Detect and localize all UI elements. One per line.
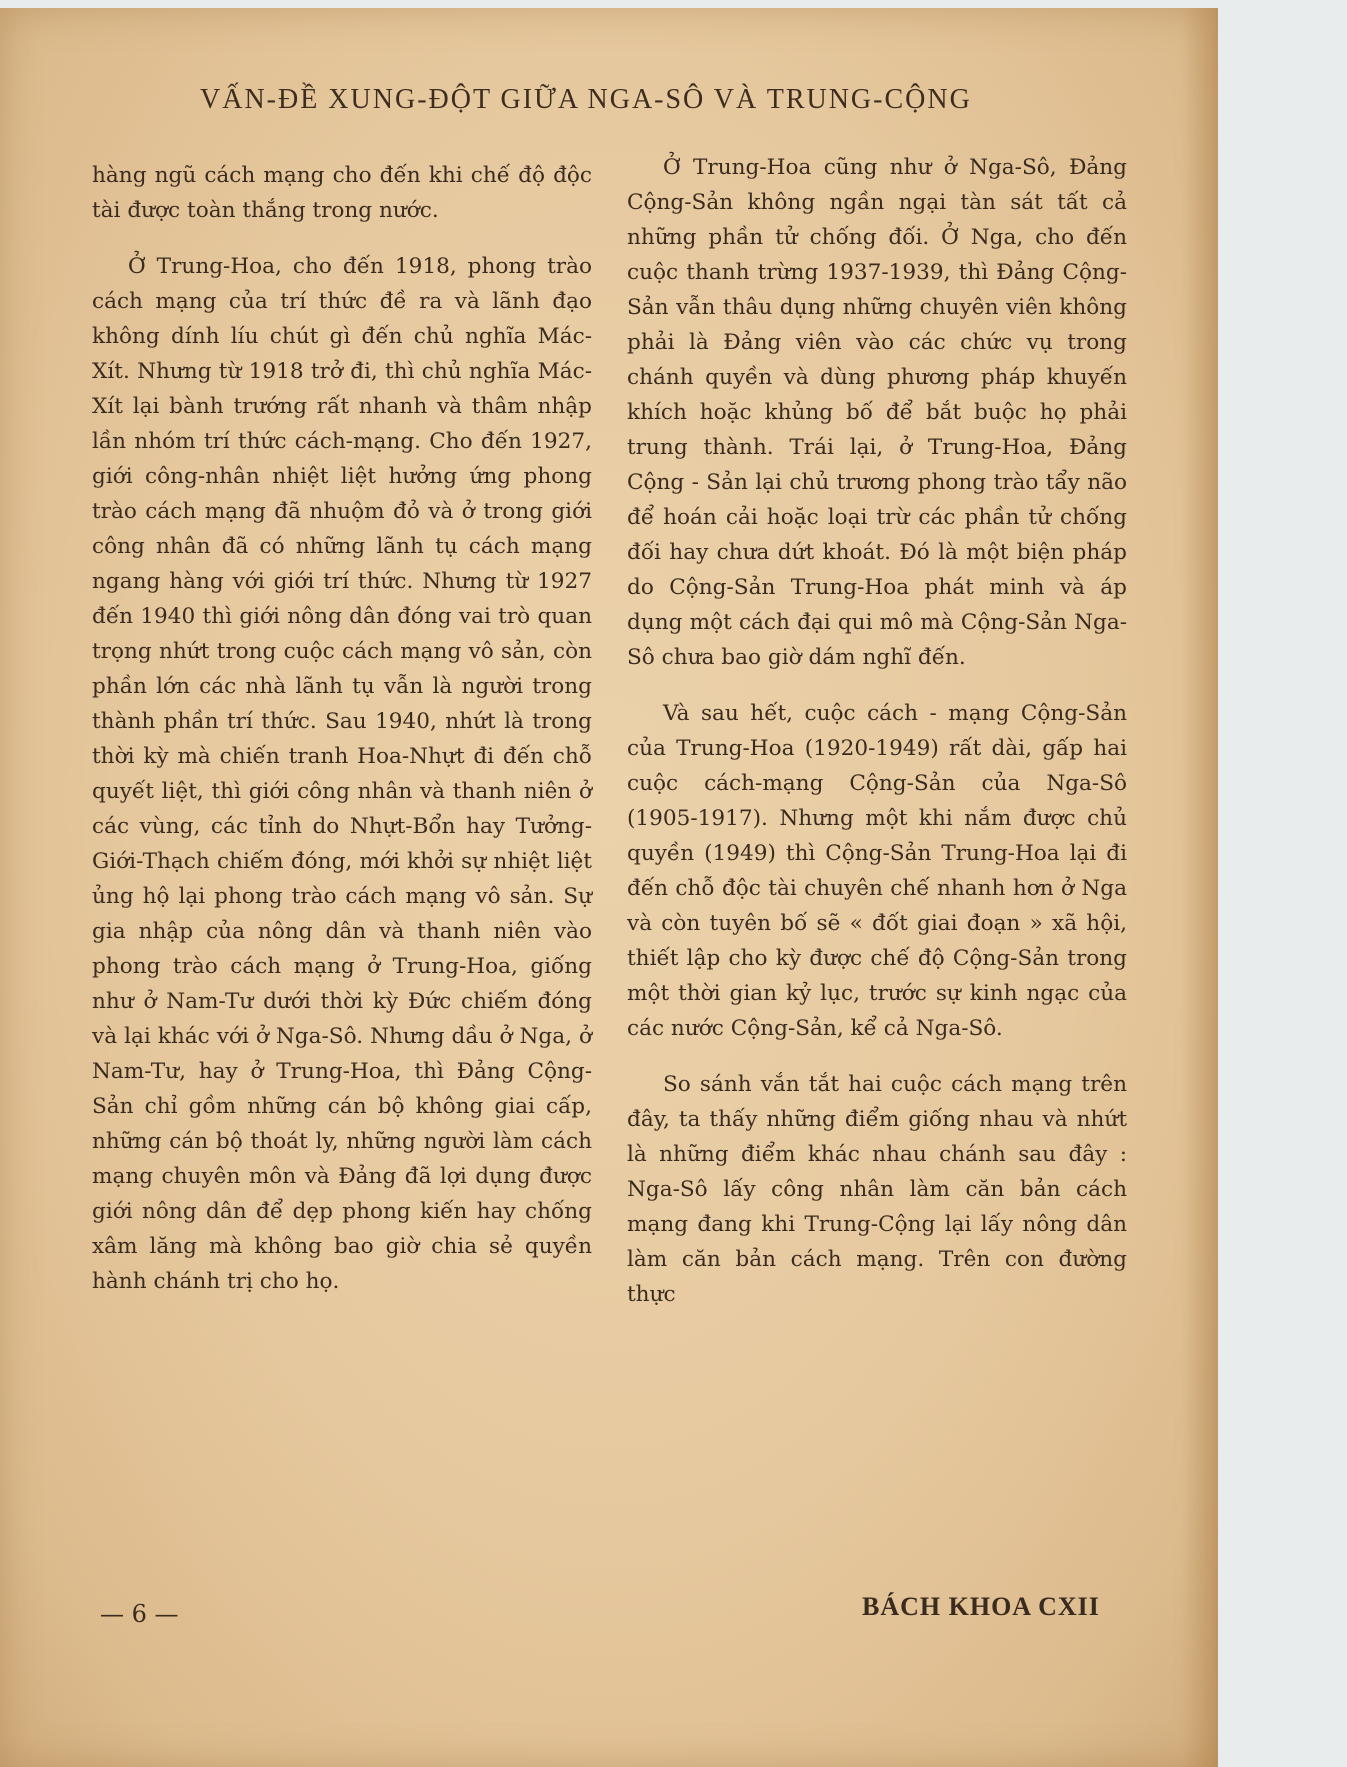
- paragraph: Ở Trung-Hoa cũng như ở Nga-Sô, Đảng Cộng-Sản không ngần ngại tàn sát tất cả những phần tử chống đối. Ở Nga, cho đến cuộc thanh trừng 1937-1939, thì Đảng Cộng-Sản vẫn thâu dụng những chuyên viên không phải là Đảng viên vào các chức vụ trong chánh quyền và dùng phương pháp khuyến khích hoặc khủng bố để bắt buộc họ phải trung thành. Trái lại, ở Trung-Hoa, Đảng Cộng - Sản lại chủ trương phong trào tẩy não để hoán cải hoặc loại trừ các phần tử chống đối hay chưa dứt khoát. Đó là một biện pháp do Cộng-Sản Trung-Hoa phát minh và áp dụng một cách đại qui mô mà Cộng-Sản Nga-Sô chưa bao giờ dám nghĩ đến.: [627, 155, 1127, 670]
- paragraph: Và sau hết, cuộc cách - mạng Cộng-Sản của Trung-Hoa (1920-1949) rất dài, gấp hai cuộc cách-mạng Cộng-Sản của Nga-Sô (1905-1917). Nhưng một khi nắm được chủ quyền (1949) thì Cộng-Sản Trung-Hoa lại đi đến chỗ độc tài chuyên chế nhanh hơn ở Nga và còn tuyên bố sẽ « đốt giai đoạn » xã hội, thiết lập cho kỳ được chế độ Cộng-Sản trong một thời gian kỷ lục, trước sự kinh ngạc của các nước Cộng-Sản, kể cả Nga-Sô.: [627, 701, 1127, 1041]
- magazine-page: [0, 8, 1218, 1767]
- journal-footer: BÁCH KHOA CXII: [862, 1592, 1100, 1621]
- paragraph: Ở Trung-Hoa, cho đến 1918, phong trào cách mạng của trí thức đề ra và lãnh đạo không dính líu chút gì đến chủ nghĩa Mác-Xít. Nhưng từ 1918 trở đi, thì chủ nghĩa Mác-Xít lại bành trướng rất nhanh và thâm nhập lần nhóm trí thức cách-mạng. Cho đến 1927, giới công-nhân nhiệt liệt hưởng ứng phong trào cách mạng đã nhuộm đỏ và ở trong giới công nhân đã có những lãnh tụ cách mạng ngang hàng với giới trí thức. Nhưng từ 1927 đến 1940 thì giới nông dân đóng vai trò quan trọng nhứt trong cuộc cách mạng vô sản, còn phần lớn các nhà lãnh tụ vẫn là người trong thành phần trí thức. Sau 1940, nhứt là trong thời kỳ mà chiến tranh Hoa-Nhựt đi đến chỗ quyết liệt, thì giới công nhân và thanh niên ở các vùng, các tỉnh do Nhựt-Bổn hay Tưởng-Giới-Thạch chiếm đóng, mới khởi sự nhiệt liệt ủng hộ lại phong trào cách mạng vô sản. Sự gia nhập của nông dân và thanh niên vào phong trào cách mạng ở Trung-Hoa, giống như ở Nam-Tư dưới thời kỳ Đức chiếm đóng và lại khác với ở Nga-Sô. Nhưng dầu ở Nga, ở Nam-Tư, hay ở Trung-Hoa, thì Đảng Cộng-Sản chỉ gồm những cán bộ không giai cấp, những cán bộ thoát ly, những người làm cách mạng chuyên môn và Đảng đã lợi dụng được giới nông dân để dẹp phong kiến hay chống xâm lăng mà không bao giờ chia sẻ quyền hành chánh trị cho họ.: [92, 254, 592, 1294]
- running-title: VẤN-ĐỀ XUNG-ĐỘT GIỮA NGA-SÔ VÀ TRUNG-CỘNG: [200, 84, 972, 115]
- page-number: — 6 —: [100, 1600, 179, 1628]
- paragraph: So sánh vắn tắt hai cuộc cách mạng trên đây, ta thấy những điểm giống nhau và nhứt là những điểm khác nhau chánh sau đây : Nga-Sô lấy công nhân làm căn bản cách mạng đang khi Trung-Cộng lại lấy nông dân làm căn bản cách mạng. Trên con đường thực: [627, 1072, 1127, 1307]
- paragraph: hàng ngũ cách mạng cho đến khi chế độ độc tài được toàn thắng trong nước.: [92, 163, 592, 223]
- left-column: [92, 158, 592, 1320]
- right-column: [627, 150, 1127, 1333]
